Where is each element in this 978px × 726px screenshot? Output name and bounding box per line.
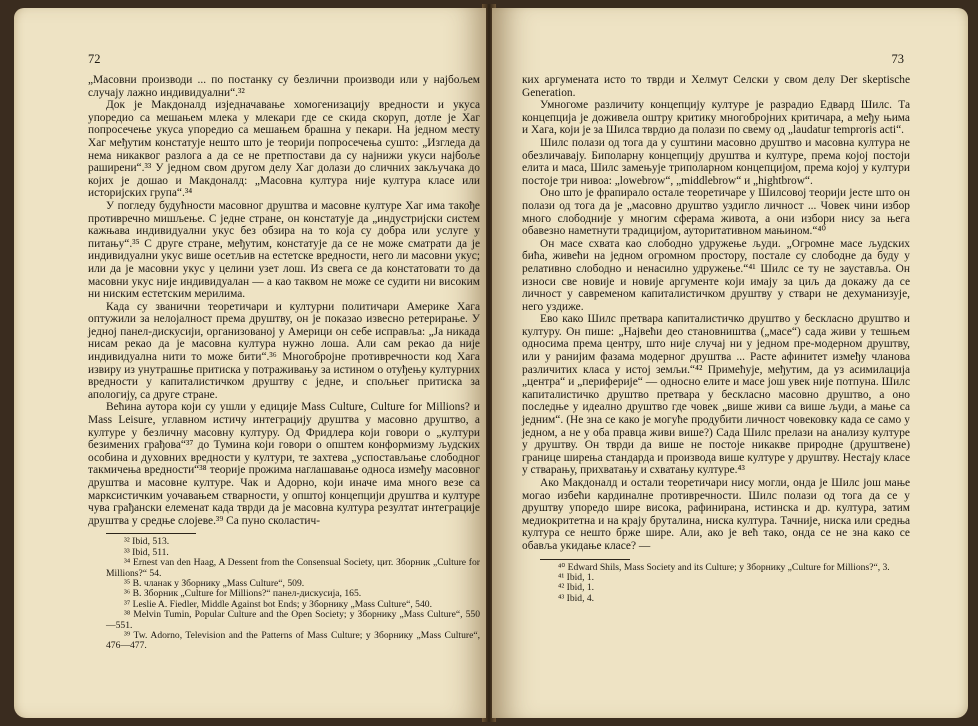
paragraph: Када су званични теоретичари и културни политичари Америке Хага оптужили за нелојалност према друштву, он је показао извесно ретерирање. У једној панел-дискусији, организованој у Америци он себе исправља: „Ја никада нисам рекао да је масовна култура нужно лоша. Али сам рекао да није индивидуална нити то може бити“.³⁶ Многобројне противречности код Хага извиру из унутрашње притиска у потраживању за истином о отуђењу културних вредности у капиталистичком друштву с једне, и спољњег притиска за апологију, са друге стране. [88,300,480,401]
footnote: ³⁸ Melvin Tumin, Popular Culture and the Open Society; у Зборнику „Mass Culture“, 550—551. [106,609,480,631]
paragraph: У погледу будућности масовног друштва и масовне културе Хаг има такође противречно мишљење. С једне стране, он констатује да „индустријски систем кажњава индивидуални укус без обзира на то која су добра или услуге у питању“.³⁵ С друге стране, међутим, констатује да се не може сматрати да је индивидуални укус више осетљив на естетске вредности, него ли масовни укус; или да је масовни укус у целини узет лош. Из свега се да констатовати то да масовни укус није индивидуалан — а као таквом не може се судити ни високим ни ниским естетским мерилима. [88,199,480,301]
left-page [14,8,486,718]
right-page [492,8,968,718]
footnote: ³⁵ В. чланак у Зборнику „Mass Culture“, 509. [124,578,305,589]
footnote: ³⁹ Tw. Adorno, Television and the Patterns of Mass Culture; у Зборнику „Mass Culture“, 476—477. [106,630,480,652]
paragraph: „Масовни производи ... по постанку су безлични производи или у најбољем случају лажно индивидуални“.³² [88,74,480,99]
paragraph: Оно што је фрапирало остале теоретичаре у Шилсовој теорији јесте што он полази од тога да је „масовно друштво уздигло личност ... Човек чини избор много слободније у многим сферама живота, а они избори нису за њега обавезно наметнути традицијом, ауторитативном мањином.“⁴⁰ [522,187,910,238]
footnote: ⁴¹ Ibid, 1. [558,571,595,583]
footnote: ³² Ibid, 513. [124,536,170,548]
paragraph: ких аргумената исто то тврди и Хелмут Селски у свом делу Der skeptische Generation. [522,74,910,99]
footnote-rule [540,559,630,560]
paragraph: Умногоме различиту концепцију културе је разрадио Едвард Шилс. Та концепција је доживела оштру критику многобројних критичара, а међу њима и Хага, који је за Шилса тврдио да полази по свему од „laudatur temproris acti“. [522,99,910,137]
paragraph: Шилс полази од тога да у суштини масовно друштво и масовна култура не обезличавају. Биполарну концепцију друштва и културе, према којој постоји елита и маса, Шилс замењује триполарном концепцијом, према којој у култури постоје три нивоа: „lowebrow“, „middlebrow“ и „hightbrow“. [522,136,910,187]
right-page-body [522,74,910,604]
footnote-rule [106,533,196,534]
paragraph: Ево како Шилс претвара капиталистичко друштво у бескласно друштво и културу. Он пише: „Највећи део становништва („масе“) сада живи у тешњем односима према центру, што није случај ни у једном пре-модерном друштву, или у ранијим фазама модерног друштва ... Расте афинитет између чланова различитих класа у истој земљи.“⁴² Примећује, међутим, да уз асимилација „центра“ и „периферије“ — односно елите и масе још увек није потпуна. Шилс капиталистичко друштво претвара у бескласно масовно друштво, а оно последње у идеално друштво где човек „више живи са више људи, а мање са једним“. (Не зна се како је могуће продубити личност човековку када се само у једном, а не у оба правца живи више?) Сада Шилс прелази на анализу културе у друштву. Он тврди да више не постоје никакве природне (друштвене) границе ширења стандарда и производа више културе у друштву. Нестају класе у стварању, прихватању и схватању културе.⁴³ [522,313,910,477]
footnote: ⁴³ Ibid, 4. [558,592,595,604]
page-number: 73 [891,52,904,66]
paragraph: Док је Макдоналд изједначавање хомогенизацију вредности и укуса упоредио са мешањем млека у млекари где се скида скоруп, дотле је Хаг попросечење укуса упоредио са мешањем брашна у пекари. На једном месту Хаг међутим констатује нешто што је теорији попросечења сушто: „Изгледа да нема никаквог разлога а да се не претпостави да су најнижи укуси најбоље раширени“.³³ У једном свом другом делу Хаг долази до сличних закључака до којих је дошао и Макдоналд: „Масовна култура није култура класе или историјских група“.³⁴ [88,99,480,200]
left-page-body [88,74,480,652]
footnote: ⁴² Ibid, 1. [558,582,595,594]
footnote: ³⁴ Ernest van den Haag, A Dessent from the Consensual Society, цит. Зборник „Culture for Millions?“ 54. [106,557,480,579]
footnote: ³⁶ В. Зборник „Culture for Millions?“ панел-дискусија, 165. [124,588,362,600]
footnote: ³⁷ Leslie A. Fiedler, Middle Against bot Ends; у Зборнику „Mass Culture“, 540. [124,598,432,610]
paragraph: Ако Макдоналд и остали теоретичари нису могли, онда је Шилс још мање могао избећи кардиналне противречности. Шилс полази од тога да се у друштву упоредо шире висока, рафинирана, истинска и др. култура, затим медиокритетна и на крају бруталина, ниска култура. Тачније, ниска или средња култура се нешто брже шире. Али, ако је већ тако, онда се не зна како се обавља укидање класе? — [522,477,910,552]
page-number: 72 [88,52,101,66]
paragraph: Већина аутора који су ушли у едиције Mass Culture, Culture for Millions? и Mass Leisure, углавном истичу интеграцију друштва у масовно друштво, а културе у безличну масовну културу. Од Фридлера који говори о „култури безимених грађова“³⁷ до Тумина који говори о општем конформизму људских особина и духовних вредности у култури, те захтева „успостављање слободног такмичења вредности“³⁸ теорије прожима наглашавање односа између масовног друштва и масовне културе. Чак и Адорно, који иначе има много везе са марксистичким уочавањем стварности, у општој концепцији друштва и културе чува грађански елеменат када тврди да је масовна култура резултат интеграције друштва у средње слојеве.³⁹ Са пуно сколастич- [88,401,480,527]
footnote: ⁴⁰ Edward Shils, Mass Society and its Culture; у Зборнику „Culture for Millions?“, 3. [558,561,890,573]
footnote: ³³ Ibid, 511. [124,546,169,558]
paragraph: Он масе схвата као слободно удружење људи. „Огромне масе људских бића, живећи на једном огромном простору, постале су слободне да буду у релативно слободно и ненасилно удружење.“⁴¹ Шилс се ту не зауставља. Он износи све новије и новије аргументе који имају за циљ да докажу да се личност у савременом капиталистичком друштву у ствари не дехуманизује, него уздиже. [522,237,910,313]
